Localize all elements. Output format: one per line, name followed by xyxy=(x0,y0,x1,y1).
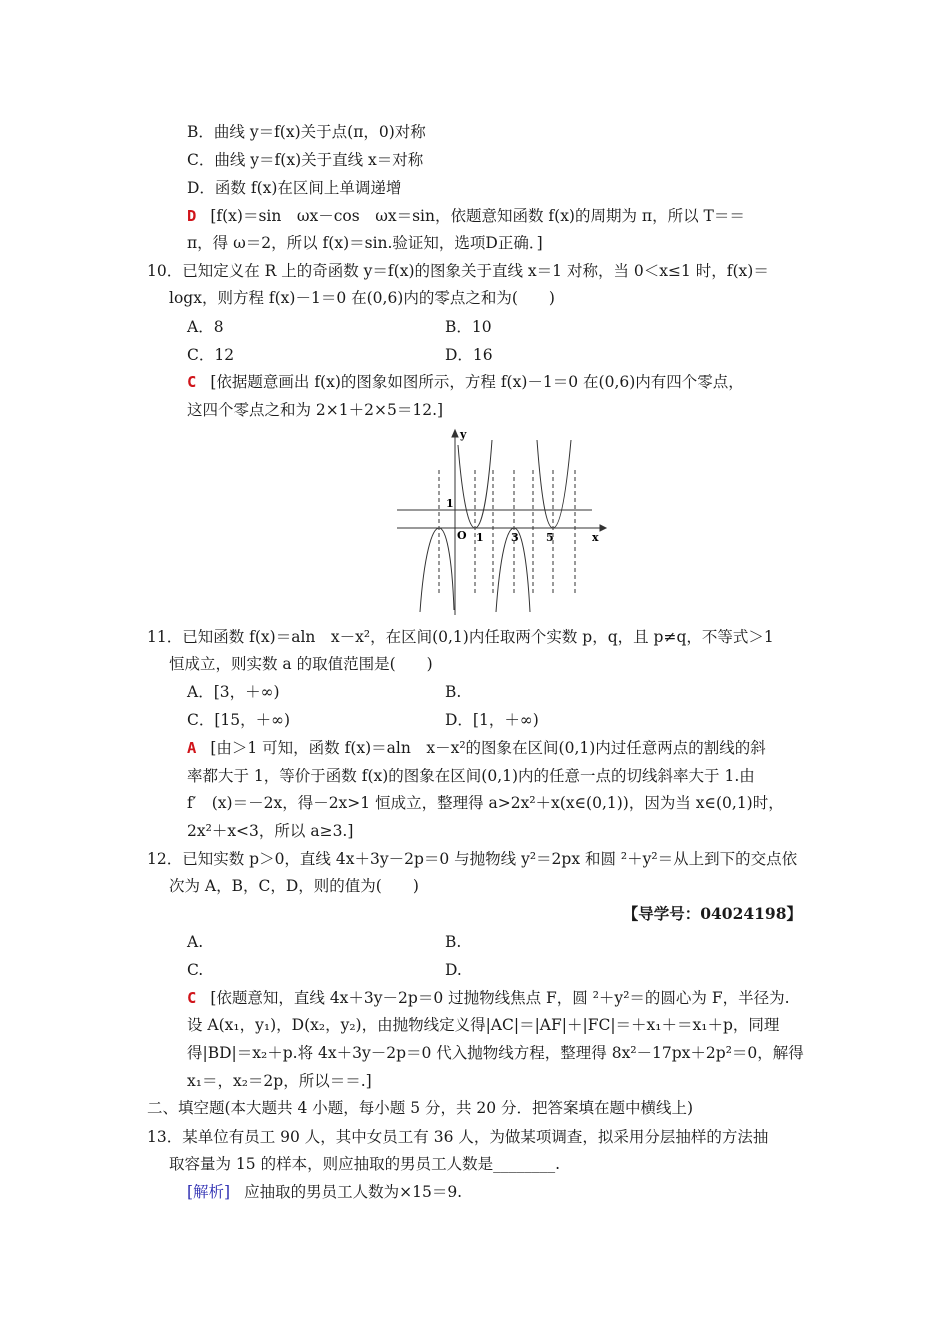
answer-letter: D xyxy=(187,207,197,225)
q13-stem: 13．某单位有员工 90 人，其中女员工有 36 人，为做某项调查，拟采用分层抽样的方法抽 xyxy=(147,1128,769,1146)
q12-solution-line: x₁＝，x₂＝2p，所以＝＝.] xyxy=(187,1072,372,1090)
q10-option-a: A．8 xyxy=(187,318,224,336)
q9-option-b: B．曲线 y＝f(x)关于点(π，0)对称 xyxy=(187,123,426,141)
q9-option-d: D．函数 f(x)在区间上单调递增 xyxy=(187,179,402,197)
q11-option-d: D．[1，＋∞) xyxy=(445,711,539,729)
x-tick-1: 1 xyxy=(476,531,484,544)
q12-solution-line: 设 A(x₁，y₁)，D(x₂，y₂)，由抛物线定义得|AC|＝|AF|＋|FC|＝＋x₁＋＝x₁＋p，同理 xyxy=(187,1016,780,1034)
q13-solution xyxy=(187,1182,462,1202)
y-tick-1: 1 xyxy=(446,497,454,510)
solution-line: [依据题意画出 f(x)的图象如图所示，方程 f(x)－1＝0 在(0,6)内有四个零点， xyxy=(210,373,744,391)
answer-letter: C xyxy=(187,373,197,391)
q12-stem: 12．已知实数 p＞0，直线 4x＋3y－2p＝0 与抛物线 y²＝2px 和圆 ²＋y²＝从上到下的交点依 xyxy=(147,850,798,868)
q12-solution xyxy=(187,988,790,1008)
q10-option-c: C．12 xyxy=(187,346,235,364)
q10-solution-line: 这四个零点之和为 2×1＋2×5＝12.] xyxy=(187,401,444,419)
x-label: x xyxy=(592,531,599,544)
q12-option-d: D. xyxy=(445,961,462,979)
y-axis-arrow xyxy=(452,430,458,437)
q10-option-b: B．10 xyxy=(445,318,492,336)
answer-letter: A xyxy=(187,739,197,757)
q10-stem: logx，则方程 f(x)－1＝0 在(0,6)内的零点之和为( ) xyxy=(169,289,555,307)
q10-option-d: D．16 xyxy=(445,346,493,364)
function-graph xyxy=(380,425,610,620)
q9-option-c: C．曲线 y＝f(x)关于直线 x＝对称 xyxy=(187,151,424,169)
solution-line: 应抽取的男员工人数为×15＝9. xyxy=(244,1183,463,1201)
q11-option-a: A．[3，＋∞) xyxy=(187,683,280,701)
solution-line: [依题意知，直线 4x＋3y－2p＝0 过抛物线焦点 F，圆 ²＋y²＝的圆心为 F，半径为. xyxy=(210,989,790,1007)
q9-solution-line: π，得 ω＝2，所以 f(x)＝sin.验证知，选项D正确．] xyxy=(187,234,543,252)
q12-option-b: B. xyxy=(445,933,462,951)
curve-near-5 xyxy=(537,440,571,528)
q12-stem: 次为 A，B，C，D，则的值为( ) xyxy=(169,877,419,895)
q12-option-a: A. xyxy=(187,933,204,951)
q13-stem: 取容量为 15 的样本，则应抽取的男员工人数是________. xyxy=(169,1155,561,1173)
reference-number: 【导学号：04024198】 xyxy=(622,904,802,923)
origin-label: O xyxy=(457,529,467,542)
x-tick-3: 3 xyxy=(511,531,519,544)
q11-solution-line: 2x²＋x<3，所以 a≥3.] xyxy=(187,822,354,840)
q12-solution-line: 得|BD|＝x₂＋p.将 4x＋3y－2p＝0 代入抛物线方程，整理得 8x²－17px＋2p²＝0，解得 xyxy=(187,1044,804,1062)
solution-line: [f(x)＝sin ωx－cos ωx＝sin，依题意知函数 f(x)的周期为 π，所以 T＝＝ xyxy=(210,207,745,225)
q11-solution-line: f′ (x)＝－2x，得－2x>1 恒成立，整理得 a>2x²＋x(x∈(0,1))，因为当 x∈(0,1)时， xyxy=(187,794,784,812)
q9-solution xyxy=(187,206,745,226)
q11-option-c: C．[15，＋∞) xyxy=(187,711,291,729)
curve-near-minus-1 xyxy=(420,528,454,612)
q12-option-c: C. xyxy=(187,961,204,979)
q11-option-b: B. xyxy=(445,683,462,701)
q11-stem: 恒成立，则实数 a 的取值范围是( ) xyxy=(169,655,433,673)
q10-stem: 10．已知定义在 R 上的奇函数 y＝f(x)的图象关于直线 x＝1 对称，当 0＜x≤1 时，f(x)＝ xyxy=(147,262,769,280)
y-label: y xyxy=(460,428,467,441)
x-axis-arrow xyxy=(600,525,606,531)
answer-letter: C xyxy=(187,989,197,1007)
solution-line: [由＞1 可知，函数 f(x)＝aln x－x²的图象在区间(0,1)内过任意两点的割线的斜 xyxy=(210,739,766,757)
q10-solution xyxy=(187,372,744,392)
q11-solution-line: 率都大于 1，等价于函数 f(x)的图象在区间(0,1)内的任意一点的切线斜率大于 1.由 xyxy=(187,767,755,785)
section-heading: 二、填空题(本大题共 4 小题，每小题 5 分，共 20 分．把答案填在题中横线上) xyxy=(147,1099,694,1117)
q11-stem: 11．已知函数 f(x)＝aln x－x²，在区间(0,1)内任取两个实数 p，q，且 p≠q，不等式＞1 xyxy=(147,628,774,646)
analysis-tag: [解析] xyxy=(187,1183,231,1201)
x-tick-5: 5 xyxy=(546,531,554,544)
q11-solution xyxy=(187,738,766,758)
